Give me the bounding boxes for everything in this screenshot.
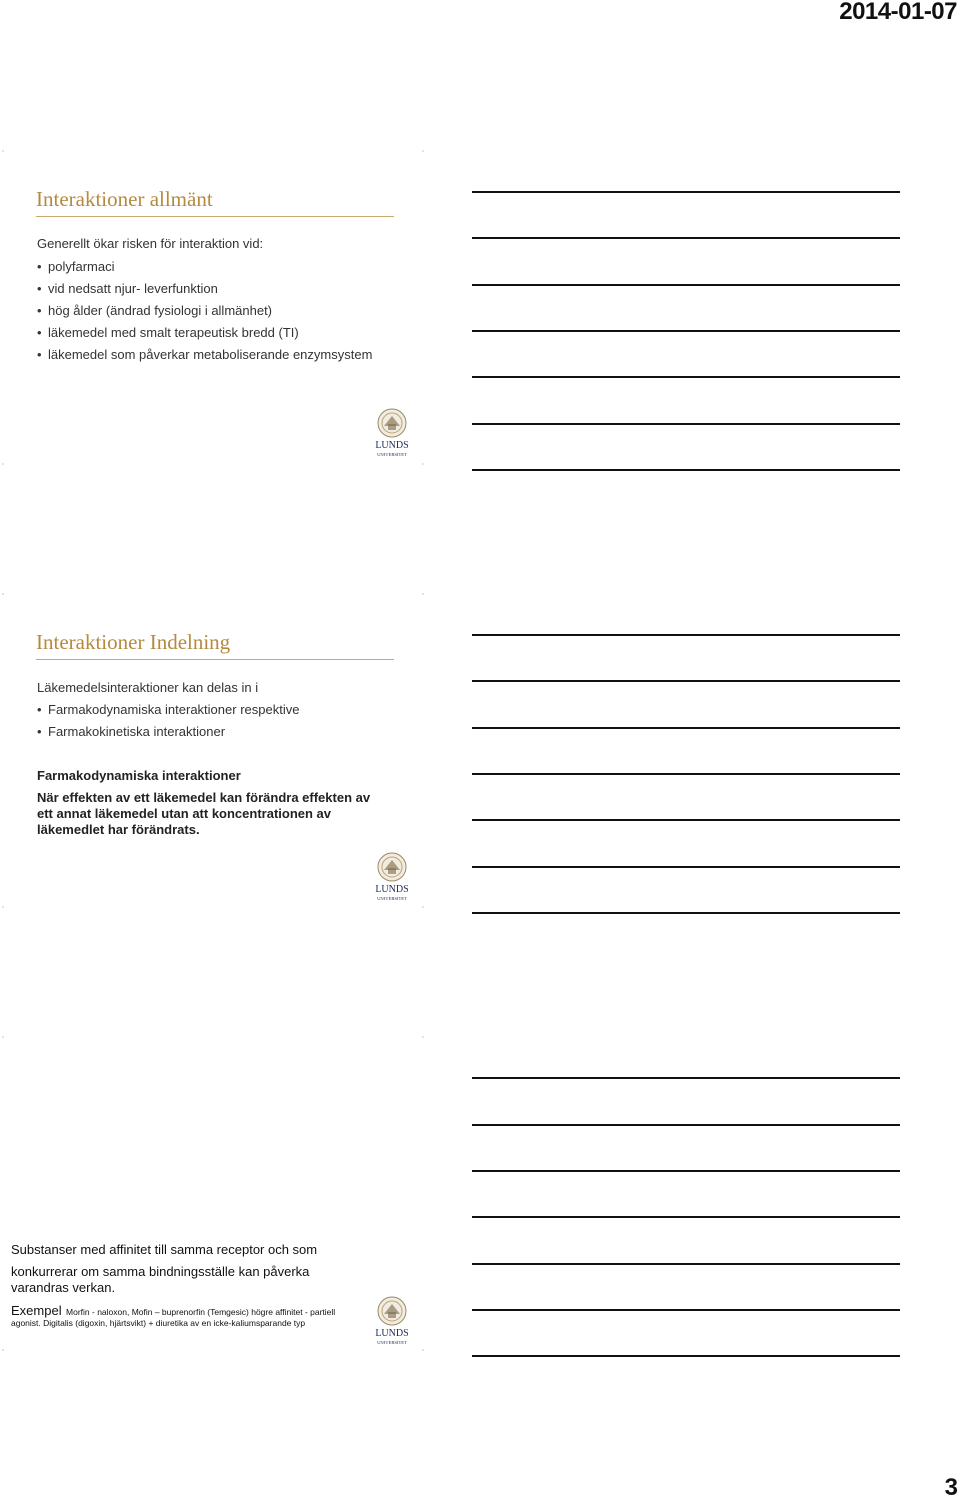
svg-text:LUNDS: LUNDS — [375, 884, 409, 895]
slide-1-intro: Generellt ökar risken för interaktion vid: — [37, 236, 264, 251]
note-line — [472, 330, 900, 332]
note-line — [472, 1355, 900, 1357]
lund-university-logo — [370, 408, 416, 458]
note-line — [472, 680, 900, 682]
decorative-dot — [2, 150, 4, 152]
svg-text:UNIVERSITET: UNIVERSITET — [377, 1340, 407, 1345]
slide-3-line: varandras verkan. — [11, 1280, 116, 1295]
slide-2-definition-line: läkemedlet har förändrats. — [37, 822, 200, 837]
slide-1-title-rule — [36, 216, 394, 217]
svg-text:UNIVERSITET: UNIVERSITET — [377, 452, 407, 457]
decorative-dot — [2, 1349, 4, 1351]
lund-university-logo — [370, 852, 416, 902]
slide-1-title: Interaktioner allmänt — [36, 187, 213, 211]
decorative-dot — [2, 593, 4, 595]
slide-2-bullet: • Farmakokinetiska interaktioner — [37, 724, 225, 740]
note-line — [472, 866, 900, 868]
note-line — [472, 773, 900, 775]
note-line — [472, 284, 900, 286]
slide-1-bullet: • hög ålder (ändrad fysiologi i allmänhet) — [37, 303, 272, 319]
note-line — [472, 1170, 900, 1172]
note-line — [472, 191, 900, 193]
slide-3-example-text: agonist. Digitalis (digoxin, hjärtsvikt) + diuretika av en icke-kaliumsparande typ — [11, 1318, 306, 1328]
slide-1-bullet: • läkemedel som påverkar metaboliserande enzymsystem — [37, 347, 372, 363]
note-line — [472, 634, 900, 636]
note-line — [472, 912, 900, 914]
slide-2-bullet: • Farmakodynamiska interaktioner respektive — [37, 702, 299, 718]
svg-text:LUNDS: LUNDS — [375, 440, 409, 451]
note-line — [472, 1216, 900, 1218]
slide-2-title-rule — [36, 659, 394, 660]
slide-1-bullet: • polyfarmaci — [37, 259, 114, 275]
note-line — [472, 423, 900, 425]
slide-3-line: konkurrerar om samma bindningsställe kan påverka — [11, 1264, 310, 1279]
svg-text:UNIVERSITET: UNIVERSITET — [377, 896, 407, 901]
decorative-dot — [2, 463, 4, 465]
note-line — [472, 819, 900, 821]
decorative-dot — [2, 1036, 4, 1038]
slide-1-bullet: • vid nedsatt njur- leverfunktion — [37, 281, 218, 297]
decorative-dot — [422, 150, 424, 152]
note-line — [472, 376, 900, 378]
note-line — [472, 1263, 900, 1265]
note-line — [472, 1124, 900, 1126]
date-header: 2014-01-07 — [839, 0, 957, 25]
note-line — [472, 237, 900, 239]
note-line — [472, 1309, 900, 1311]
note-line — [472, 727, 900, 729]
decorative-dot — [422, 1349, 424, 1351]
lund-university-logo — [370, 1296, 416, 1346]
note-line — [472, 469, 900, 471]
slide-2-subheading: Farmakodynamiska interaktioner — [37, 768, 241, 783]
slide-3-example-text: Morfin - naloxon, Mofin – buprenorfin (Temgesic) högre affinitet - partiell — [66, 1307, 336, 1317]
decorative-dot — [422, 906, 424, 908]
slide-2-intro: Läkemedelsinteraktioner kan delas in i — [37, 680, 259, 695]
slide-3-line: Substanser med affinitet till samma receptor och som — [11, 1242, 318, 1257]
page-number: 3 — [944, 1474, 958, 1501]
decorative-dot — [422, 463, 424, 465]
slide-2-title: Interaktioner Indelning — [36, 630, 231, 654]
decorative-dot — [422, 1036, 424, 1038]
slide-2-definition-line: När effekten av ett läkemedel kan förändra effekten av — [37, 790, 371, 805]
svg-text:LUNDS: LUNDS — [375, 1328, 409, 1339]
decorative-dot — [422, 593, 424, 595]
decorative-dot — [2, 906, 4, 908]
slide-2-definition-line: ett annat läkemedel utan att koncentrationen av — [37, 806, 332, 821]
note-line — [472, 1077, 900, 1079]
slide-1-bullet: • läkemedel med smalt terapeutisk bredd (TI) — [37, 325, 299, 341]
slide-3-example-label: Exempel — [11, 1303, 62, 1318]
